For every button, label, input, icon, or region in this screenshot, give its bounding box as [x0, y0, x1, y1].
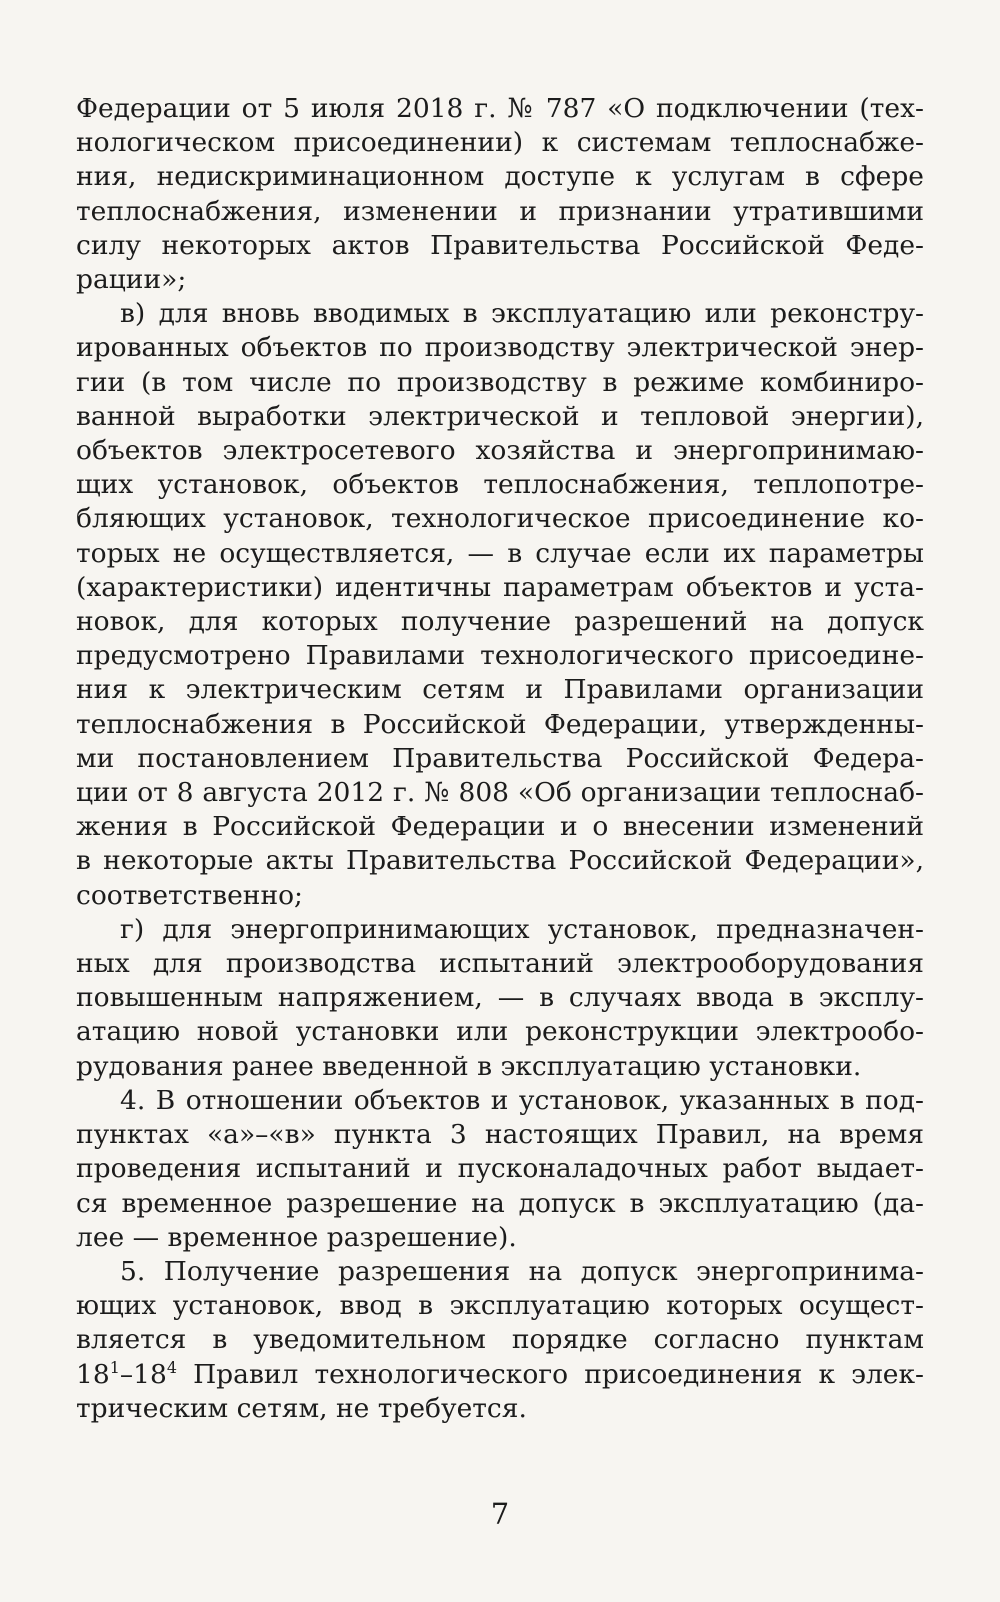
text-line: щих установок, объектов теплоснабжения, теплопотре-	[76, 469, 924, 501]
paragraph-p1	[76, 92, 924, 297]
text-line: в) для вновь вводимых в эксплуатацию или реконстру-	[120, 298, 924, 330]
text-line: рации»;	[76, 264, 187, 296]
superscript: 1	[109, 1357, 120, 1377]
text-line: вляется в уведомительном порядке согласно пунктам	[76, 1324, 924, 1356]
text-line: ванной выработки электрической и тепловой энергии),	[76, 400, 924, 432]
text-line: Федерации от 5 июля 2018 г. № 787 «О подключении (тех-	[76, 93, 924, 124]
text-line	[76, 1358, 924, 1392]
text-line: бляющих установок, технологическое присоединение ко-	[76, 503, 924, 535]
text-line: силу некоторых актов Правительства Российской Феде-	[76, 229, 924, 261]
text-line: атацию новой установки или реконструкции электрообо-	[76, 1016, 924, 1048]
text-line: ся временное разрешение на допуск в эксплуатацию (да-	[76, 1187, 924, 1219]
body-text	[76, 92, 924, 1426]
text-line: 4. В отношении объектов и установок, указанных в под-	[120, 1084, 924, 1116]
text-line: объектов электросетевого хозяйства и энергопринимаю-	[76, 435, 924, 467]
paragraph-p5	[76, 1255, 924, 1426]
text-line: ных для производства испытаний электрооборудования	[76, 948, 924, 980]
text-fragment: –	[119, 1358, 134, 1390]
text-line: теплоснабжения, изменении и признании утратившими	[76, 195, 924, 227]
text-line: пунктах «а»–«в» пункта 3 настоящих Правил, на время	[76, 1119, 924, 1151]
superscript: 4	[166, 1357, 177, 1377]
paragraph-p3	[76, 913, 924, 1084]
page-number: 7	[490, 1497, 510, 1531]
paragraph-p2	[76, 297, 924, 913]
text-line: повышенным напряжением, — в случаях ввода в эксплу-	[76, 982, 924, 1014]
text-line: 5. Получение разрешения на допуск энергопринима-	[120, 1255, 924, 1287]
text-line: теплоснабжения в Российской Федерации, утвержденны-	[76, 708, 924, 740]
text-fragment: 18	[76, 1358, 110, 1390]
text-line: ми постановлением Правительства Российской Федера-	[76, 742, 924, 774]
text-line: ния к электрическим сетям и Правилами организации	[76, 674, 924, 706]
text-line: г) для энергопринимающих установок, предназначен-	[120, 913, 924, 945]
paragraph-p4	[76, 1084, 924, 1255]
text-fragment: 18	[133, 1358, 167, 1390]
text-line: нологическом присоединении) к системам теплоснабже-	[76, 127, 924, 159]
text-line: жения в Российской Федерации и о внесении изменений	[76, 811, 924, 843]
text-line: в некоторые акты Правительства Российской Федерации»,	[76, 845, 924, 877]
text-line: гии (в том числе по производству в режиме комбиниро-	[76, 366, 924, 398]
text-line: трическим сетям, не требуется.	[76, 1392, 527, 1424]
text-line: торых не осуществляется, — в случае если их параметры	[76, 537, 924, 569]
text-line: ированных объектов по производству электрической энер-	[76, 332, 924, 364]
text-line: новок, для которых получение разрешений на допуск	[76, 606, 924, 638]
text-line: ющих установок, ввод в эксплуатацию которых осущест-	[76, 1290, 924, 1322]
text-line: предусмотрено Правилами технологического присоедине-	[76, 640, 924, 672]
text-line: лее — временное разрешение).	[76, 1221, 517, 1253]
text-line: проведения испытаний и пусконаладочных работ выдает-	[76, 1153, 924, 1185]
text-fragment: Правил технологического присоединения к элек-	[176, 1358, 924, 1390]
text-line: ния, недискриминационном доступе к услугам в сфере	[76, 161, 924, 193]
text-line: соответственно;	[76, 879, 303, 911]
text-line: ции от 8 августа 2012 г. № 808 «Об организации теплоснаб-	[76, 777, 924, 809]
text-line: (характеристики) идентичны параметрам объектов и уста-	[76, 571, 924, 603]
text-line: рудования ранее введенной в эксплуатацию установки.	[76, 1050, 862, 1082]
